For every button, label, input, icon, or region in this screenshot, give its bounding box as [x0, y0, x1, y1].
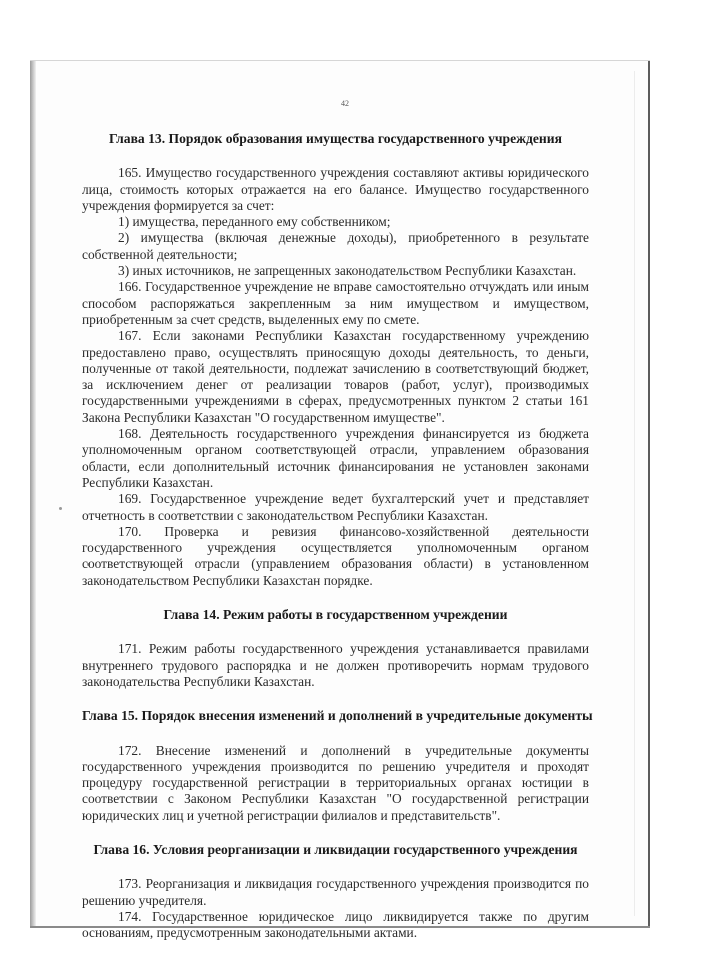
scan-artifact-line: [634, 71, 635, 916]
chapter-15-title: Глава 15. Порядок внесения изменений и дополнений в учредительные документы: [82, 708, 593, 724]
paragraph-168: 168. Деятельность государственного учреждения финансируется из бюджета уполномоченным органом соответствующей отрасли, управлением образования области, если дополнительный источник финансирования не установлен законами Республики Казахстан.: [82, 426, 589, 490]
chapter-14-title: Глава 14. Режим работы в государственном учреждении: [163, 607, 508, 623]
paragraph-173: 173. Реорганизация и ликвидация государственного учреждения производится по решению учредителя.: [82, 876, 589, 908]
list-item-3: 3) иных источников, не запрещенных законодательством Республики Казахстан.: [118, 263, 577, 279]
chapter-13-title: Глава 13. Порядок образования имущества государственного учреждения: [109, 131, 562, 146]
paragraph-171: 171. Режим работы государственного учреждения устанавливается правилами внутреннего трудового распорядка и не должен противоречить нормам трудового законодательства Республики Казахстан.: [82, 641, 589, 689]
paragraph-165: 165. Имущество государственного учреждения составляют активы юридического лица, стоимость которых отражается на его балансе. Имущество государственного учреждения формируется за счет:: [82, 165, 589, 213]
page-number: 42: [341, 99, 349, 108]
paragraph-167: 167. Если законами Республики Казахстан государственному учреждению предоставлено право, осуществлять приносящую доходы деятельность, то деньги, полученные от такой деятельности, подлежат зачислению в соответствующий бюджет, за исключением денег от реализации товаров (работ, услуг), производимых государственными учреждениями в сферах, предусмотренных пунктом 2 статьи 161 Закона Республики Казахстан "О государственном имуществе".: [82, 328, 589, 425]
document-body: [82, 131, 593, 941]
paragraph-170: 170. Проверка и ревизия финансово-хозяйственной деятельности государственного учреждения осуществляется уполномоченным органом соответствующей отрасли (управлением образования области) в установленном законодательством Республики Казахстан порядке.: [82, 523, 589, 588]
paragraph-169: 169. Государственное учреждение ведет бухгалтерский учет и представляет отчетность в соответствии с законодательством Республики Казахстан.: [82, 491, 589, 523]
paragraph-172: 172. Внесение изменений и дополнений в учредительные документы государственного учреждения производится по решению учредителя и проходят процедуру государственной регистрации в территориальных органах юстиции в соответствии с Законом Республики Казахстан "О государственной регистрации юридических лиц и учетной регистрации филиалов и представительств".: [82, 742, 589, 823]
paragraph-166: 166. Государственное учреждение не вправе самостоятельно отчуждать или иным способом распоряжаться закрепленным за ним имуществом и имуществом, приобретенным за счет средств, выделенных ему по смете.: [82, 279, 589, 327]
scanned-document-page: [30, 60, 650, 941]
chapter-16-title: Глава 16. Условия реорганизации и ликвидации государственного учреждения: [93, 841, 578, 857]
paragraph-174: 174. Государственное юридическое лицо ликвидируется также по другим основаниям, предусмотренным законодательными актами.: [82, 908, 589, 941]
scan-dust-dot: [59, 507, 62, 510]
list-item-2: 2) имущества (включая денежные доходы), приобретенного в результате собственной деятельности;: [82, 230, 589, 262]
list-item-1: 1) имущества, переданного ему собственником;: [118, 214, 391, 230]
